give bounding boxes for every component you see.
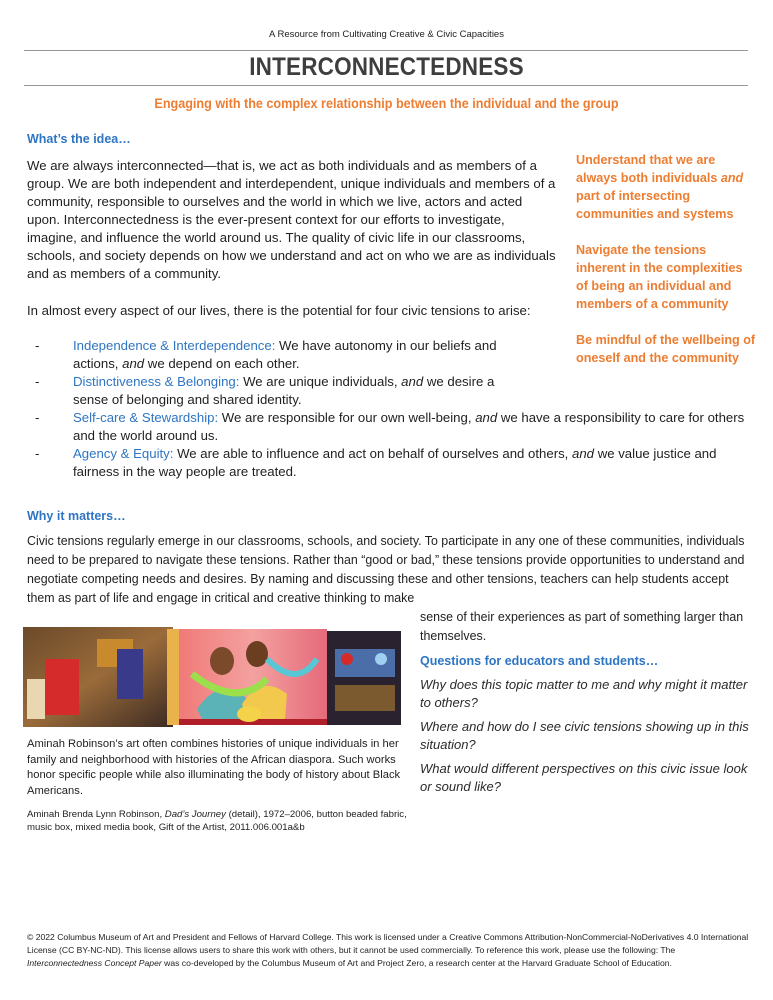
goal-emphasis: and xyxy=(720,171,744,185)
artwork-figure-head xyxy=(246,641,268,667)
idea-heading: What’s the idea… xyxy=(27,132,131,146)
tension-item xyxy=(27,409,747,445)
question-item: Why does this topic matter to me and why might it matter to others? xyxy=(420,677,748,710)
list-dash: - xyxy=(35,410,40,425)
artwork-figure-head xyxy=(210,647,234,675)
idea-paragraph: We are always interconnected—that is, we act as both individuals and as members of a group. We are both independent and interdependent, unique individuals and members of a community, responsible to ourselves and the world in which we live, actors and acted upon. Interconnectedness is the ever-present context for our efforts to investigate, imagine, and influence the world around us. The quality of civic life in our classrooms, schools, and society depends on how we understand and act on who we are as individuals and as members of a community. xyxy=(27,158,556,281)
goal-item xyxy=(576,151,756,223)
page-title: INTERCONNECTEDNESS xyxy=(249,53,524,81)
tension-emphasis: and xyxy=(122,356,145,371)
questions-list xyxy=(420,676,760,802)
list-dash: - xyxy=(35,338,40,353)
tension-text: We are unique individuals, xyxy=(239,374,402,389)
question-item: What would different perspectives on this civic issue look or sound like? xyxy=(420,761,748,794)
credit-artist: Aminah Brenda Lynn Robinson, xyxy=(27,809,165,820)
tension-label: Independence & Interdependence: xyxy=(73,338,276,353)
copyright-footer xyxy=(27,931,749,970)
tension-text-end: we value justice and fairness in the way people are treated. xyxy=(73,446,717,479)
tension-text-end: we depend on each other. xyxy=(144,356,300,371)
tension-text: We have autonomy in our beliefs and actions, xyxy=(73,338,497,371)
list-dash: - xyxy=(35,446,40,461)
page-subtitle: Engaging with the complex relationship between the individual and the group xyxy=(154,95,619,111)
learning-goals xyxy=(576,151,756,385)
footer-text-end: was co-developed by the Columbus Museum of Art and Project Zero, a research center at the Harvard Graduate School of Education. xyxy=(161,958,672,968)
tension-text: We are responsible for our own well-being, xyxy=(218,410,476,425)
artwork-spine xyxy=(167,629,179,725)
tension-text-end: we have a responsibility to care for others and the world around us. xyxy=(73,410,745,443)
goal-item xyxy=(576,241,756,313)
credit-title: Dad’s Journey xyxy=(164,809,226,820)
questions-heading: Questions for educators and students… xyxy=(420,654,659,668)
tension-item xyxy=(27,445,747,481)
why-heading: Why it matters… xyxy=(27,509,126,523)
tension-item xyxy=(27,337,517,373)
goal-text: Understand that we are always both individuals xyxy=(576,153,721,185)
footer-text: © 2022 Columbus Museum of Art and President and Fellows of Harvard College. This work is licensed under a Creative Commons Attribution-NonCommercial-NoDerivatives 4.0 International License (CC BY-NC-ND). This license allows users to share this work with others, but it cannot be used commercially. To reference this work, please use the following: The xyxy=(27,932,749,955)
credit-details: (detail), 1972–2006, button beaded fabric, music box, mixed media book, Gift of the Artist, 2011.006.001a&b xyxy=(27,809,407,833)
tension-emphasis: and xyxy=(401,374,424,389)
tension-emphasis: and xyxy=(572,446,595,461)
tensions-intro: In almost every aspect of our lives, there is the potential for four civic tensions to arise: xyxy=(27,303,531,318)
goal-text: Navigate the tensions inherent in the complexities of being an individual and members of a community xyxy=(576,243,743,311)
goal-item xyxy=(576,331,756,367)
resource-kicker: A Resource from Cultivating Creative & Civic Capacities xyxy=(269,29,504,40)
why-paragraph: Civic tensions regularly emerge in our classrooms, schools, and society. To participate in any one of these communities, individuals need to be prepared to navigate these tensions. Rather than “good or bad,” these tensions provide opportunities to understand and negotiate competing needs and desires. By naming and discussing these and other tensions, teachers can help students accept them as part of life and engage in critical and creative thinking to make xyxy=(27,533,745,605)
artwork-blue-patch xyxy=(117,649,143,699)
tension-label: Agency & Equity: xyxy=(73,446,174,461)
tension-label: Distinctiveness & Belonging: xyxy=(73,374,240,389)
tension-item xyxy=(27,373,517,409)
artwork-figures-row xyxy=(335,685,395,711)
goal-text-end: part of intersecting communities and systems xyxy=(576,189,734,221)
question-item: Where and how do I see civic tensions showing up in this situation? xyxy=(420,719,749,752)
artwork-blue-flower xyxy=(375,653,387,665)
artwork-bead-strip xyxy=(27,679,45,719)
title-rule-bottom xyxy=(24,85,748,86)
artwork-caption: Aminah Robinson’s art often combines histories of unique individuals in her family and neighborhood with histories of the African diaspora. Such works honor specific people while also illuminating the body of history about Black Americans. xyxy=(27,738,401,797)
goal-text: Be mindful of the wellbeing of oneself and the community xyxy=(576,333,756,365)
list-dash: - xyxy=(35,374,40,389)
tension-text-end: we desire a sense of belonging and shared identity. xyxy=(73,374,495,407)
artwork-bundle xyxy=(237,706,261,722)
title-rule-top xyxy=(24,50,748,51)
footer-paper-title: Interconnectedness Concept Paper xyxy=(27,958,162,968)
artwork-credit xyxy=(27,808,417,834)
artwork-red-cloth xyxy=(45,659,79,715)
tension-emphasis: and xyxy=(475,410,498,425)
artwork-red-flower xyxy=(341,653,353,665)
tension-text: We are able to influence and act on behalf of ourselves and others, xyxy=(173,446,573,461)
tension-label: Self-care & Stewardship: xyxy=(73,410,219,425)
artwork-image xyxy=(17,619,406,732)
why-paragraph-tail: sense of their experiences as part of something larger than themselves. xyxy=(420,609,744,643)
